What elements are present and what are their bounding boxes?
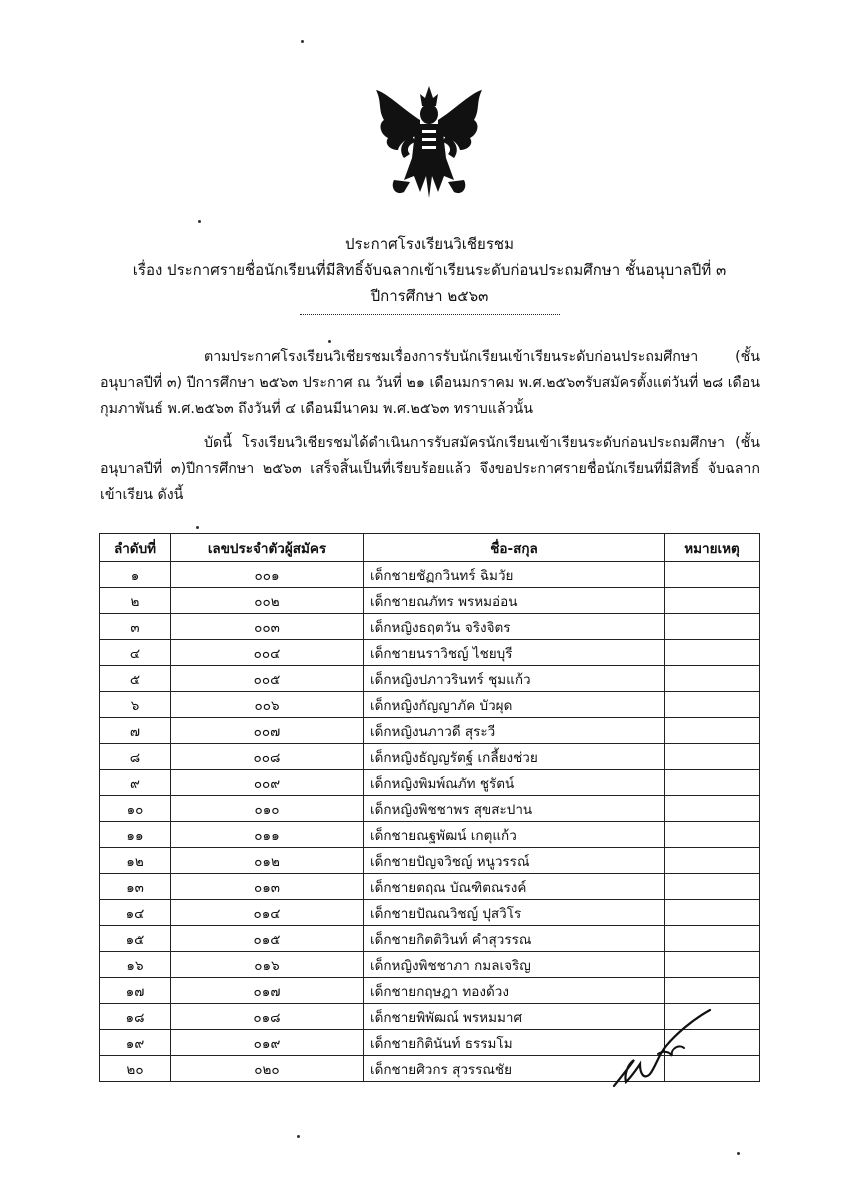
cell-applicant-id: ๐๑๖ [171, 952, 364, 978]
cell-full-name: เด็กชายกิตินันท์ ธรรมโม [364, 1030, 665, 1056]
cell-order: ๑ [100, 562, 171, 588]
table-row [100, 796, 760, 822]
cell-remark [665, 900, 760, 926]
cell-order: ๑๕ [100, 926, 171, 952]
cell-full-name: เด็กหญิงธฤตวัน จริงจิตร [364, 614, 665, 640]
cell-remark [665, 952, 760, 978]
cell-order: ๔ [100, 640, 171, 666]
announcement-heading: ประกาศโรงเรียนวิเชียรชม [345, 235, 514, 253]
cell-order: ๑๘ [100, 1004, 171, 1030]
cell-applicant-id: ๐๑๕ [171, 926, 364, 952]
cell-applicant-id: ๐๑๒ [171, 848, 364, 874]
cell-order: ๑๓ [100, 874, 171, 900]
table-row [100, 588, 760, 614]
cell-order: ๘ [100, 744, 171, 770]
cell-full-name: เด็กชายกฤษฎา ทองด้วง [364, 978, 665, 1004]
cell-remark [665, 874, 760, 900]
cell-order: ๗ [100, 718, 171, 744]
cell-order: ๖ [100, 692, 171, 718]
cell-applicant-id: ๐๑๐ [171, 796, 364, 822]
table-row [100, 744, 760, 770]
cell-full-name: เด็กชายกิตติวินท์ คำสุวรรณ [364, 926, 665, 952]
signature-icon [600, 990, 730, 1100]
cell-order: ๑๖ [100, 952, 171, 978]
cell-order: ๑๗ [100, 978, 171, 1004]
scan-speck [198, 220, 201, 223]
cell-order: ๑๐ [100, 796, 171, 822]
cell-applicant-id: ๐๑๓ [171, 874, 364, 900]
scan-speck [301, 40, 304, 43]
scan-speck [297, 1135, 300, 1138]
table-header-row [100, 534, 760, 562]
cell-order: ๒ [100, 588, 171, 614]
cell-applicant-id: ๐๐๕ [171, 666, 364, 692]
announcement-paragraph: บัดนี้ โรงเรียนวิเชียรชมได้ดำเนินการรับสมัครนักเรียนเข้าเรียนระดับก่อนประถมศึกษา (ชั้นอนุบาลปีที่ ๓)ปีการศึกษา ๒๕๖๓ เสร็จสิ้นเป็นที่เรียบร้อยแล้ว จึงขอประกาศรายชื่อนักเรียนที่มีสิทธิ์ จับฉลากเข้าเรียน ดังนี้ [100, 435, 760, 503]
academic-year: ปีการศึกษา ๒๕๖๓ [370, 287, 489, 305]
cell-full-name: เด็กชายปัณณวิชญ์ ปุสวิโร [364, 900, 665, 926]
cell-remark [665, 796, 760, 822]
cell-full-name: เด็กชายพิพัฒณ์ พรหมมาศ [364, 1004, 665, 1030]
cell-full-name: เด็กหญิงธัญญรัตฐ์ เกลี้ยงช่วย [364, 744, 665, 770]
dotted-divider [300, 314, 560, 315]
cell-applicant-id: ๐๒๐ [171, 1056, 364, 1082]
table-row [100, 666, 760, 692]
cell-remark [665, 640, 760, 666]
cell-applicant-id: ๐๑๙ [171, 1030, 364, 1056]
cell-order: ๓ [100, 614, 171, 640]
cell-full-name: เด็กชายณฐพัฒน์ เกตุแก้ว [364, 822, 665, 848]
cell-applicant-id: ๐๑๗ [171, 978, 364, 1004]
cell-applicant-id: ๐๐๗ [171, 718, 364, 744]
header-remark: หมายเหตุ [665, 534, 760, 562]
header-order: ลำดับที่ [100, 534, 171, 562]
header-full-name: ชื่อ-สกุล [364, 534, 665, 562]
cell-full-name: เด็กหญิงพิมพ์ณภัท ชูรัตน์ [364, 770, 665, 796]
cell-remark [665, 770, 760, 796]
cell-full-name: เด็กชายชัฏกวินทร์ ฉิมวัย [364, 562, 665, 588]
scan-speck [328, 340, 331, 343]
table-row [100, 614, 760, 640]
cell-remark [665, 666, 760, 692]
cell-remark [665, 614, 760, 640]
header-applicant-id: เลขประจำตัวผู้สมัคร [171, 534, 364, 562]
cell-remark [665, 588, 760, 614]
cell-order: ๑๔ [100, 900, 171, 926]
cell-applicant-id: ๐๐๔ [171, 640, 364, 666]
cell-order: ๙ [100, 770, 171, 796]
cell-full-name: เด็กชายณภัทร พรหมอ่อน [364, 588, 665, 614]
table-row [100, 900, 760, 926]
cell-full-name: เด็กชายปัญจวิชญ์ หนูวรรณ์ [364, 848, 665, 874]
table-row [100, 848, 760, 874]
cell-full-name: เด็กหญิงปภาวรินทร์ ชุมแก้ว [364, 666, 665, 692]
table-row [100, 926, 760, 952]
table-row [100, 822, 760, 848]
cell-applicant-id: ๐๑๑ [171, 822, 364, 848]
table-row [100, 692, 760, 718]
cell-applicant-id: ๐๑๘ [171, 1004, 364, 1030]
table-row [100, 952, 760, 978]
cell-full-name: เด็กหญิงพิชชาพร สุขสะปาน [364, 796, 665, 822]
cell-order: ๑๙ [100, 1030, 171, 1056]
cell-applicant-id: ๐๑๔ [171, 900, 364, 926]
scan-speck [737, 1152, 740, 1155]
table-row [100, 874, 760, 900]
cell-order: ๑๒ [100, 848, 171, 874]
announcement-subject: เรื่อง ประกาศรายชื่อนักเรียนที่มีสิทธิ์จับฉลากเข้าเรียนระดับก่อนประถมศึกษา ชั้นอนุบาลปีที่ ๓ [132, 261, 727, 279]
cell-order: ๑๑ [100, 822, 171, 848]
cell-full-name: เด็กชายศิวกร สุวรรณชัย [364, 1056, 665, 1082]
cell-full-name: เด็กหญิงนภาวดี สุระวี [364, 718, 665, 744]
garuda-emblem-icon [364, 80, 494, 210]
cell-order: ๒๐ [100, 1056, 171, 1082]
cell-applicant-id: ๐๐๓ [171, 614, 364, 640]
cell-applicant-id: ๐๐๒ [171, 588, 364, 614]
cell-applicant-id: ๐๐๑ [171, 562, 364, 588]
cell-full-name: เด็กชายนราวิชญ์ ไชยบุรี [364, 640, 665, 666]
cell-applicant-id: ๐๐๖ [171, 692, 364, 718]
scan-speck [196, 526, 199, 529]
table-row [100, 718, 760, 744]
table-row [100, 640, 760, 666]
cell-order: ๕ [100, 666, 171, 692]
cell-remark [665, 744, 760, 770]
intro-paragraph: ตามประกาศโรงเรียนวิเชียรชมเรื่องการรับนักเรียนเข้าเรียนระดับก่อนประถมศึกษา (ชั้นอนุบาลปีที่ ๓) ปีการศึกษา ๒๕๖๓ ประกาศ ณ วันที่ ๒๑ เดือนมกราคม พ.ศ.๒๕๖๓รับสมัครตั้งแต่วันที่ ๒๘ เดือนกุมภาพันธ์ พ.ศ.๒๕๖๓ ถึงวันที่ ๔ เดือนมีนาคม พ.ศ.๒๕๖๓ ทราบแล้วนั้น [100, 349, 760, 417]
cell-remark [665, 926, 760, 952]
cell-remark [665, 692, 760, 718]
cell-applicant-id: ๐๐๙ [171, 770, 364, 796]
cell-full-name: เด็กชายตฤณ บัณฑิตณรงค์ [364, 874, 665, 900]
cell-full-name: เด็กหญิงพิชชาภา กมลเจริญ [364, 952, 665, 978]
cell-remark [665, 848, 760, 874]
table-row [100, 770, 760, 796]
cell-remark [665, 562, 760, 588]
table-row [100, 562, 760, 588]
cell-remark [665, 822, 760, 848]
cell-full-name: เด็กหญิงกัญญาภัค บัวผุด [364, 692, 665, 718]
cell-applicant-id: ๐๐๘ [171, 744, 364, 770]
cell-remark [665, 718, 760, 744]
